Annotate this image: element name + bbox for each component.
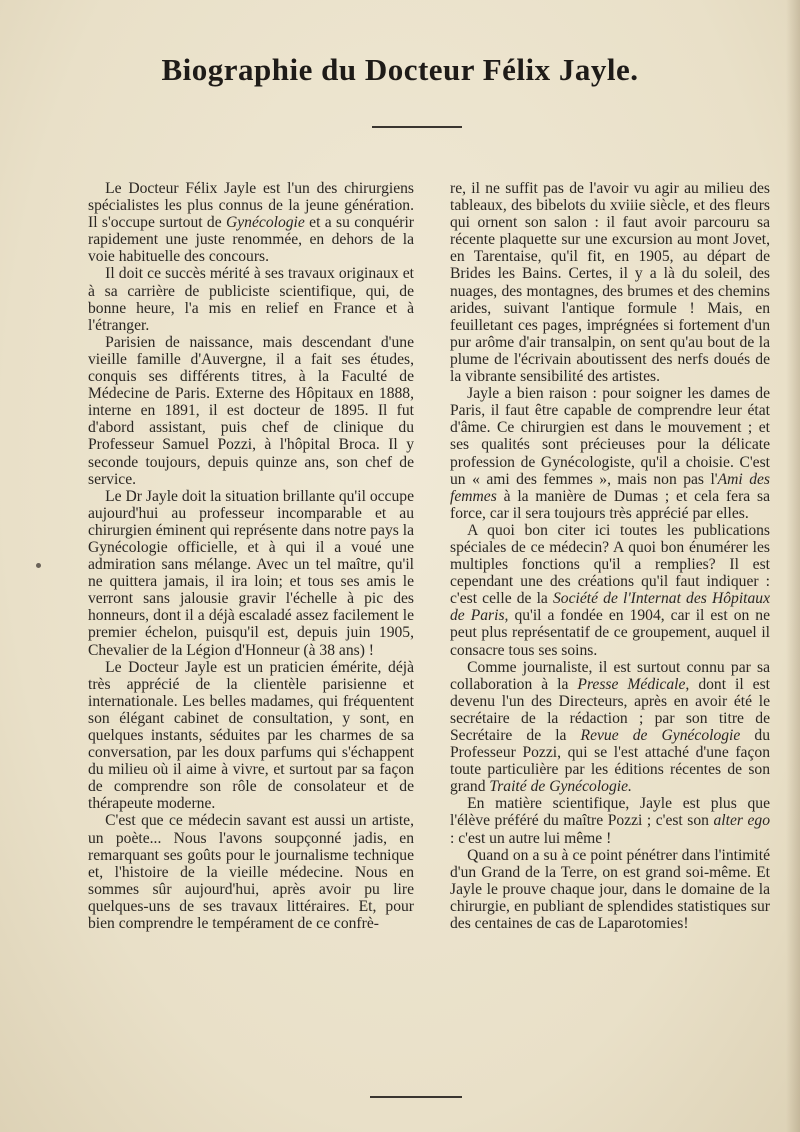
page-edge-shadow xyxy=(786,0,800,1132)
left-column xyxy=(88,180,414,932)
paragraph: En matière scientifique, Jayle est plus que l'élève préféré du maître Pozzi ; c'est son alter ego : c'est un autre lui même ! xyxy=(450,795,770,847)
paragraph: A quoi bon citer ici toutes les publications spéciales de ce médecin? A quoi bon énumérer les multiples fonctions qu'il a remplies? Il est cependant une des créations qu'il faut indiquer : c'est celle de la Société de l'Internat des Hôpitaux de Paris, qu'il a fondée en 1904, car il est on ne peut plus représentatif de ce groupement, auquel il consacre tous ses soins. xyxy=(450,521,771,659)
margin-speck xyxy=(36,563,41,568)
paragraph: Comme journaliste, il est surtout connu par sa collaboration à la Presse Médicale, dont il est devenu l'un des Directeurs, après en avoir été le secrétaire de la rédaction ; par son titre de Secrétaire de la Revue de Gynécologie du Professeur Pozzi, qui se l'est attaché d'une façon toute particulière par les éditions récentes de son grand Traité de Gynécologie. xyxy=(450,658,770,796)
title-rule xyxy=(372,126,462,128)
paragraph: Le Docteur Jayle est un praticien émérite, déjà très apprécié de la clientèle parisienne et internationale. Les belles madames, qui fréquentent son élégant cabinet de consultation, y sont, en quelques instants, séduites par les charmes de sa conversation, par les doux parfums qui s'échappent du milieu où il aime à vivre, et surtout par sa façon de comprendre son rôle de consolateur et de thérapeute moderne. xyxy=(88,658,414,813)
paragraph: Jayle a bien raison : pour soigner les dames de Paris, il faut être capable de comprendre leur état d'âme. Ce chirurgien est dans le mouvement ; et ses qualités sont précieuses pour la délicate profession de Gynécologiste, qu'il a choisie. C'est un « ami des femmes », mais non pas l'Ami des femmes à la manière de Dumas ; et cela fera sa force, car il sera toujours très apprécié par elles. xyxy=(450,385,770,522)
page-title: Biographie du Docteur Félix Jayle. xyxy=(161,52,639,87)
paragraph: Le Docteur Félix Jayle est l'un des chirurgiens spécialistes les plus connus de la jeune génération. Il s'occupe surtout de Gynécologie et a su conquérir rapidement une juste renommée, en dehors de la voie habituelle des concours. xyxy=(88,180,415,266)
paragraph: C'est que ce médecin savant est aussi un artiste, un poète... Nous l'avons soupçonné jadis, en remarquant ses goûts pour le journalisme technique et, l'histoire de la vieille médecine. Nous en sommes sûr aujourd'hui, après avoir pu lire quelques-uns de ses travaux littéraires. Et, pour bien comprendre le tempérament de ce confrè- xyxy=(88,812,414,933)
paragraph: Il doit ce succès mérité à ses travaux originaux et à sa carrière de publiciste scientifique, qui, de bonne heure, l'a mis en relief en France et à l'étranger. xyxy=(88,265,414,334)
footer-rule xyxy=(370,1096,462,1098)
right-column xyxy=(450,180,770,932)
paragraph: Quand on a su à ce point pénétrer dans l'intimité d'un Grand de la Terre, on est grand soi-même. Et Jayle le prouve chaque jour, dans le domaine de la chirurgie, en publiant de splendides statistiques sur des centaines de cas de Laparotomies! xyxy=(450,846,770,933)
paragraph: Parisien de naissance, mais descendant d'une vieille famille d'Auvergne, il a fait ses études, conquis ses différents titres, à la Faculté de Médecine de Paris. Externe des Hôpitaux en 1888, interne en 1891, il est docteur de 1895. Il fut d'abord assistant, puis chef de clinique du Professeur Samuel Pozzi, à l'hôpital Broca. Il y seconde toujours, depuis quinze ans, son chef de service. xyxy=(88,333,414,488)
paragraph: re, il ne suffit pas de l'avoir vu agir au milieu des tableaux, des bibelots du xviiie siècle, et des fleurs qui ornent son salon : il faut avoir parcouru sa récente plaquette sur une excursion au mont Jovet, en Tarentaise, qu'il fit, en 1905, au départ de Brides les Bains. Certes, il y a là du soleil, des nuages, des montagnes, des brumes et des chemins arides, suivant l'antique formule ! Mais, en feuilletant ces pages, imprégnées si fortement d'un pur arôme d'air transalpin, on sent qu'au bout de la plume de l'écrivain aboutissent des nerfs doués de la vibrante sensibilité des artistes. xyxy=(450,180,770,386)
paragraph: Le Dr Jayle doit la situation brillante qu'il occupe aujourd'hui au professeur incomparable et au chirurgien éminent qui représente dans notre pays la Gynécologie officielle, et à qui il a voué une admiration sans mélange. Avec un tel maître, qu'il ne quittera jamais, il ira loin; et tous ses amis le verront sans jalousie gravir l'échelle à pic des honneurs, dont il a déjà escaladé assez facilement le premier échelon, puisqu'il est, depuis juin 1905, Chevalier de la Légion d'Honneur (à 38 ans) ! xyxy=(88,487,414,659)
